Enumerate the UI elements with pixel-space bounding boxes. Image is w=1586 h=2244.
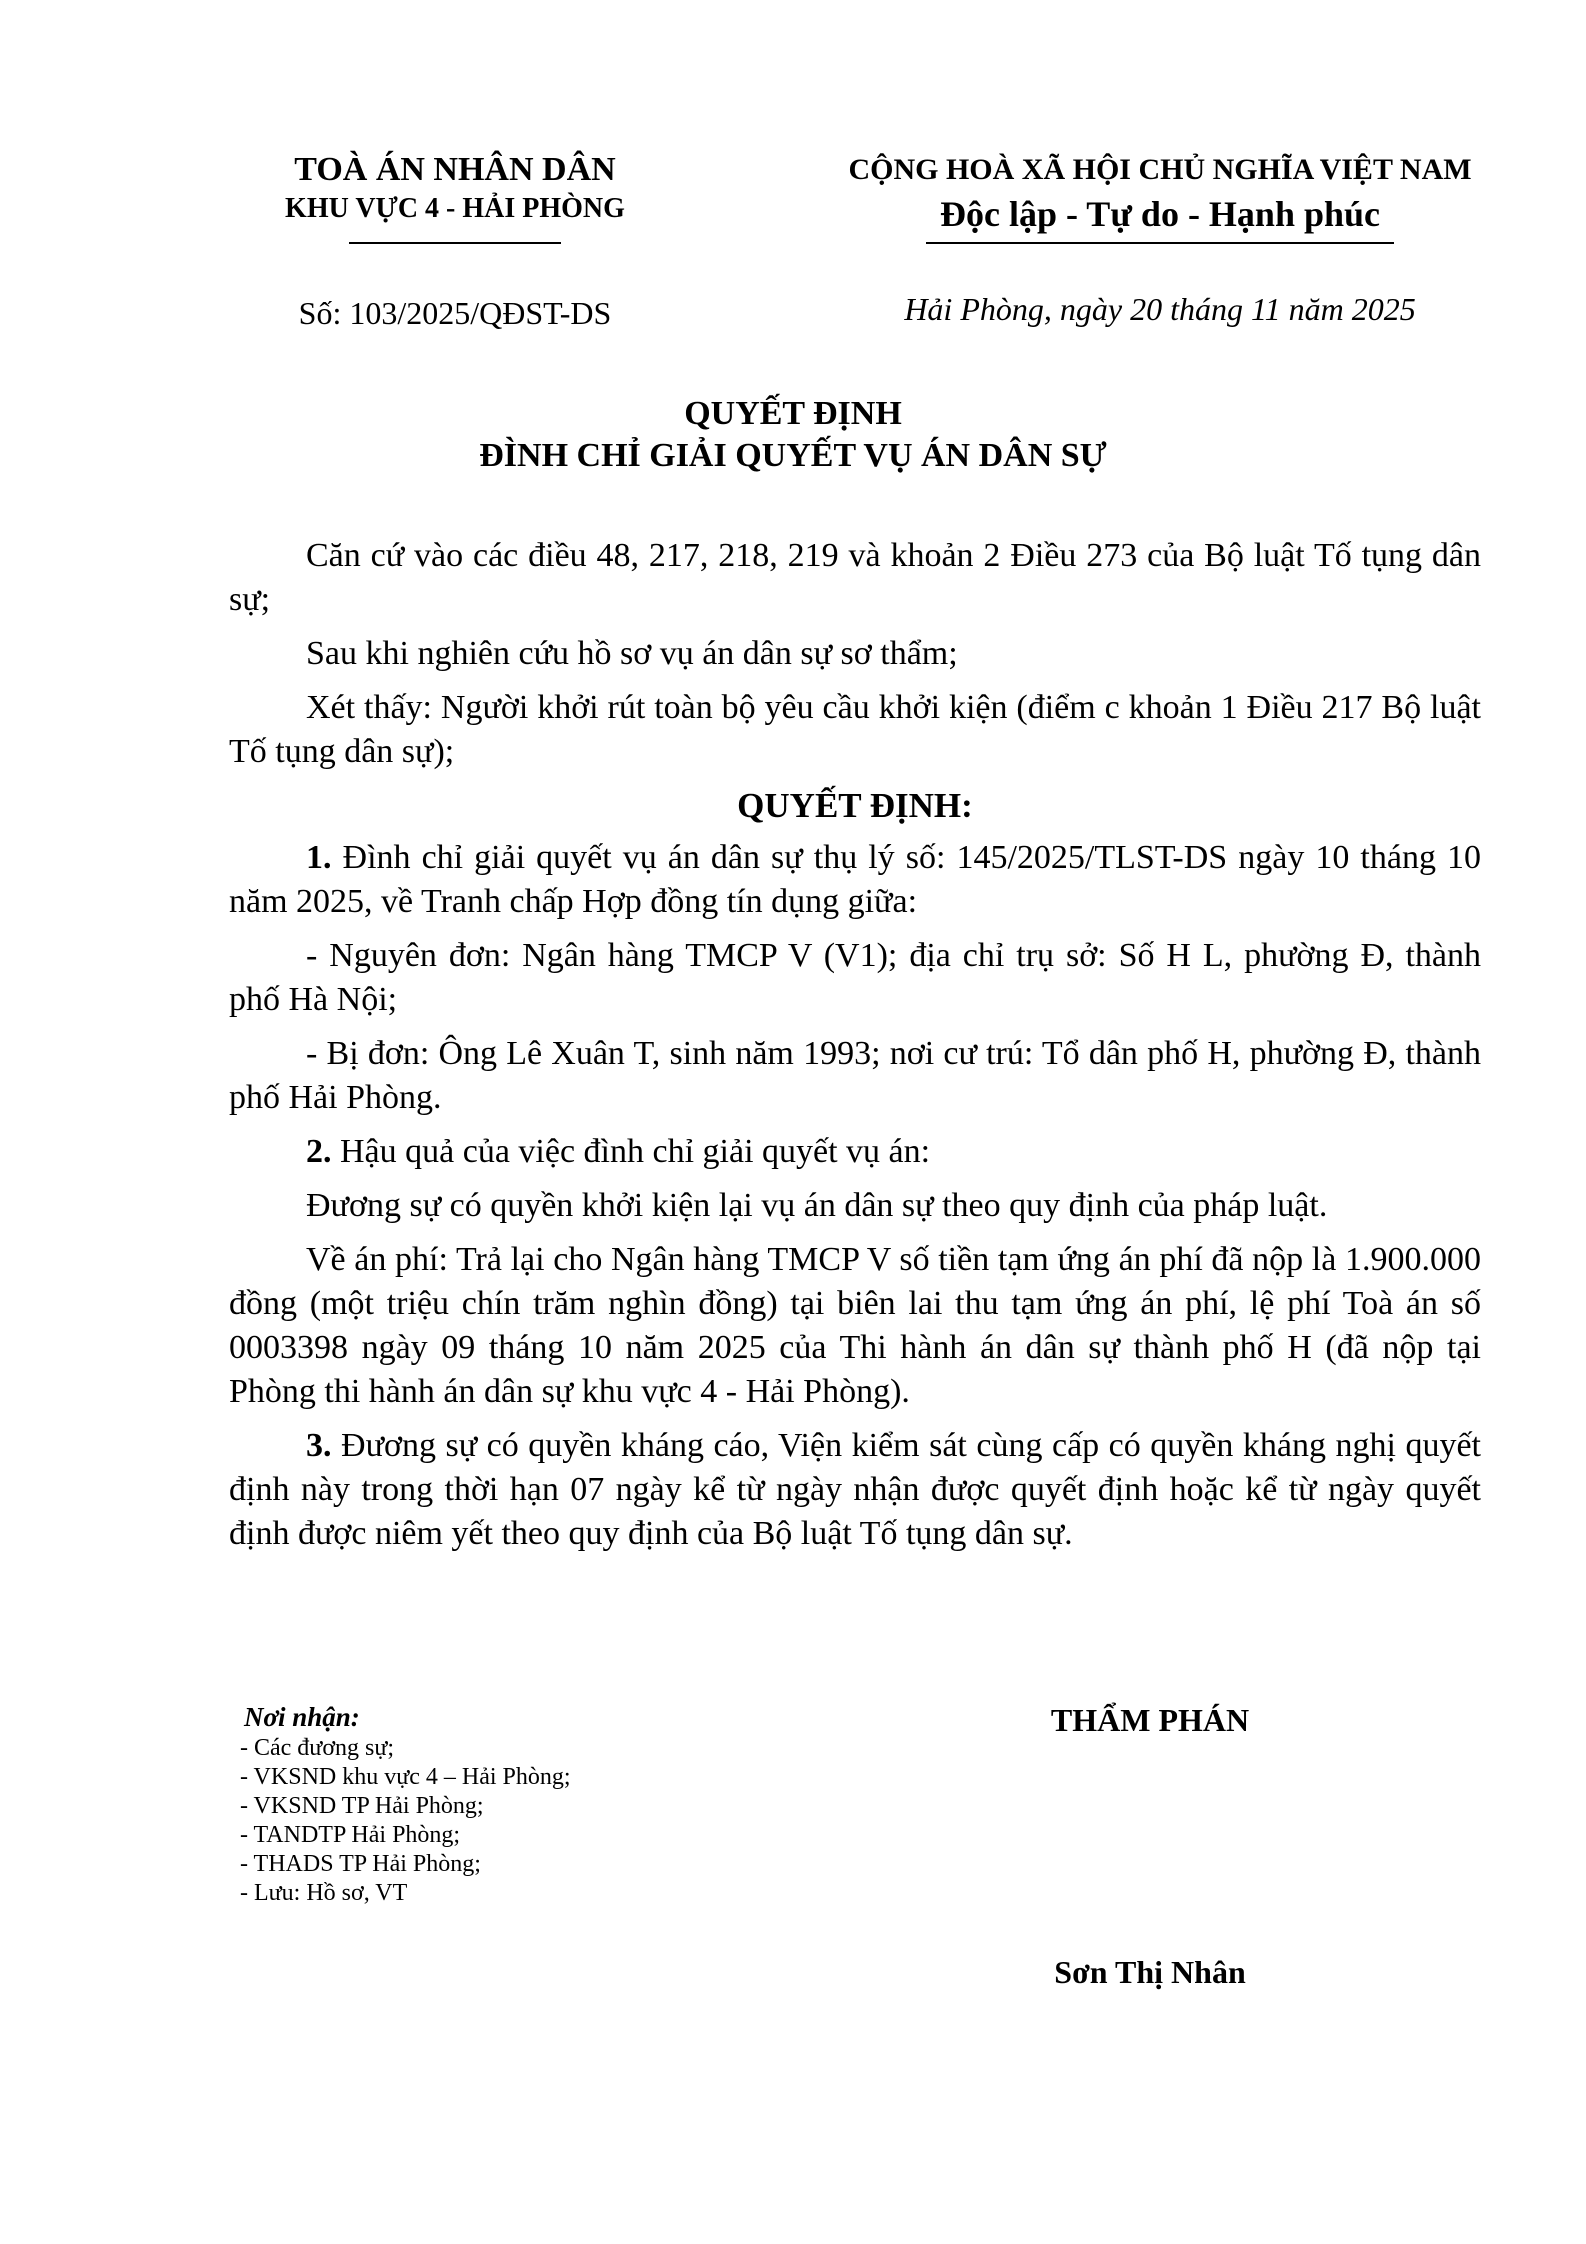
item-2-text: Hậu quả của việc đình chỉ giải quyết vụ án: [331,1133,931,1170]
consequence-paragraph: Đương sự có quyền khởi kiện lại vụ án dân sự theo quy định của pháp luật. [306,1187,1328,1224]
signer-role: THẨM PHÁN [1050,1702,1250,1738]
document-number: Số: 103/2025/QĐST-DS [298,295,612,331]
plaintiff-paragraph: - Nguyên đơn: Ngân hàng TMCP V (V1); địa chỉ trụ sở: Số H L, phường Đ, thành phố Hà Nội; [229,937,1481,1018]
decision-item-2 [229,1130,1481,1174]
signature-block [960,1700,1340,1992]
court-header [225,150,685,244]
fee-paragraph: Về án phí: Trả lại cho Ngân hàng TMCP V số tiền tạm ứng án phí đã nộp là 1.900.000 đồng (một triệu chín trăm nghìn đồng) tại biên lai thu tạm ứng án phí, lệ phí Toà án số 0003398 ngày 09 tháng 10 năm 2025 của Thi hành án dân sự thành phố H (đã nộp tại Phòng thi hành án dân sự khu vực 4 - Hải Phòng). [229,1241,1481,1410]
document-body [229,534,1481,1566]
item-1-text: Đình chỉ giải quyết vụ án dân sự thụ lý số: 145/2025/TLST-DS ngày 10 tháng 10 năm 2025, về Tranh chấp Hợp đồng tín dụng giữa: [229,839,1481,920]
consideration-paragraph: Xét thấy: Người khởi rút toàn bộ yêu cầu khởi kiện (điểm c khoản 1 Điều 217 Bộ luật Tố tụng dân sự); [229,689,1481,770]
court-region: KHU VỰC 4 - HẢI PHÒNG [285,193,625,224]
document-title [160,393,1426,477]
recipient-item: - VKSND khu vực 4 – Hải Phòng; [240,1764,571,1790]
legal-basis-paragraph: Căn cứ vào các điều 48, 217, 218, 219 và khoản 2 Điều 273 của Bộ luật Tố tụng dân sự; [229,537,1481,618]
recipient-item: - Lưu: Hồ sơ, VT [240,1880,408,1906]
decision-heading: QUYẾT ĐỊNH: [737,786,973,825]
title-line-1: QUYẾT ĐỊNH [684,395,902,432]
recipient-item: - VKSND TP Hải Phòng; [240,1793,484,1819]
recipient-item: - THADS TP Hải Phòng; [240,1851,481,1877]
recipients-heading: Nơi nhận: [244,1702,360,1732]
item-1-number: 1. [306,839,332,876]
court-header-underline [349,242,561,244]
recipient-item: - TANDTP Hải Phòng; [240,1822,461,1848]
item-2-number: 2. [306,1133,332,1170]
item-3-number: 3. [306,1427,332,1464]
defendant-paragraph: - Bị đơn: Ông Lê Xuân T, sinh năm 1993; nơi cư trú: Tổ dân phố H, phường Đ, thành phố Hải Phòng. [229,1035,1481,1116]
review-paragraph: Sau khi nghiên cứu hồ sơ vụ án dân sự sơ thẩm; [306,635,958,672]
nation-name: CỘNG HOÀ XÃ HỘI CHỦ NGHĨA VIỆT NAM [848,153,1472,186]
decision-item-1 [229,836,1481,924]
decision-item-3 [229,1424,1481,1556]
recipient-item: - Các đương sự; [240,1735,395,1761]
document-date: Hải Phòng, ngày 20 tháng 11 năm 2025 [904,291,1416,327]
court-name: TOÀ ÁN NHÂN DÂN [294,151,616,188]
recipients-block [240,1700,760,1908]
title-line-2: ĐÌNH CHỈ GIẢI QUYẾT VỤ ÁN DÂN SỰ [479,437,1107,474]
national-header [780,150,1540,244]
item-3-text: Đương sự có quyền kháng cáo, Viện kiểm sát cùng cấp có quyền kháng nghị quyết định này trong thời hạn 07 ngày kể từ ngày nhận được quyết định hoặc kể từ ngày quyết định được niêm yết theo quy định của Bộ luật Tố tụng dân sự. [229,1427,1481,1552]
nation-motto: Độc lập - Tự do - Hạnh phúc [939,194,1381,234]
signer-name: Sơn Thị Nhân [1054,1954,1246,1990]
nation-motto-underline [926,242,1394,244]
